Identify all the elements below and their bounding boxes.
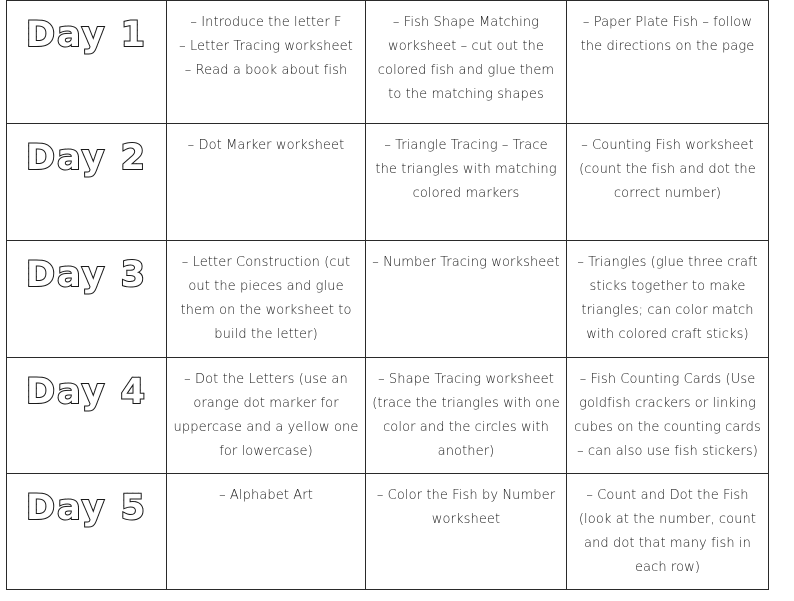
- day-4-label: Day 4: [26, 372, 147, 412]
- day-3-label: Day 3: [26, 255, 147, 295]
- day-3-cell: [7, 240, 167, 357]
- day-4-activity-1: – Dot the Letters (use an orange dot marker for uppercase and a yellow one for lowercase): [167, 357, 366, 473]
- day-3-activity-2: – Number Tracing worksheet: [366, 240, 567, 357]
- day-2-activity-1: – Dot Marker worksheet: [167, 123, 366, 240]
- day-3-activity-3: – Triangles (glue three craft sticks together to make triangles; can color match with colored craft sticks): [567, 240, 769, 357]
- day-5-cell: [7, 473, 167, 590]
- day-2-label: Day 2: [26, 138, 147, 178]
- day-5-activity-3: – Count and Dot the Fish (look at the number, count and dot that many fish in each row): [567, 473, 769, 590]
- day-1-label: Day 1: [26, 15, 147, 55]
- day-1-activity-2: – Fish Shape Matching worksheet – cut out the colored fish and glue them to the matching shapes: [366, 0, 567, 123]
- day-5-activity-2: – Color the Fish by Number worksheet: [366, 473, 567, 590]
- day-1-cell: [7, 0, 167, 123]
- day-2-activity-2: – Triangle Tracing – Trace the triangles with matching colored markers: [366, 123, 567, 240]
- day-4-cell: [7, 357, 167, 473]
- day-3-activity-1: – Letter Construction (cut out the pieces and glue them on the worksheet to build the letter): [167, 240, 366, 357]
- day-5-label: Day 5: [26, 488, 147, 528]
- day-4-activity-3: – Fish Counting Cards (Use goldfish crackers or linking cubes on the counting cards – can also use fish stickers): [567, 357, 769, 473]
- day-2-activity-3: – Counting Fish worksheet (count the fish and dot the correct number): [567, 123, 769, 240]
- day-1-activity-1: – Introduce the letter F – Letter Tracing worksheet – Read a book about fish: [167, 0, 366, 123]
- day-1-activity-3: – Paper Plate Fish – follow the directions on the page: [567, 0, 769, 123]
- day-2-cell: [7, 123, 167, 240]
- day-5-activity-1: – Alphabet Art: [167, 473, 366, 590]
- day-4-activity-2: – Shape Tracing worksheet (trace the triangles with one color and the circles with another): [366, 357, 567, 473]
- lesson-plan-table: [6, 0, 768, 590]
